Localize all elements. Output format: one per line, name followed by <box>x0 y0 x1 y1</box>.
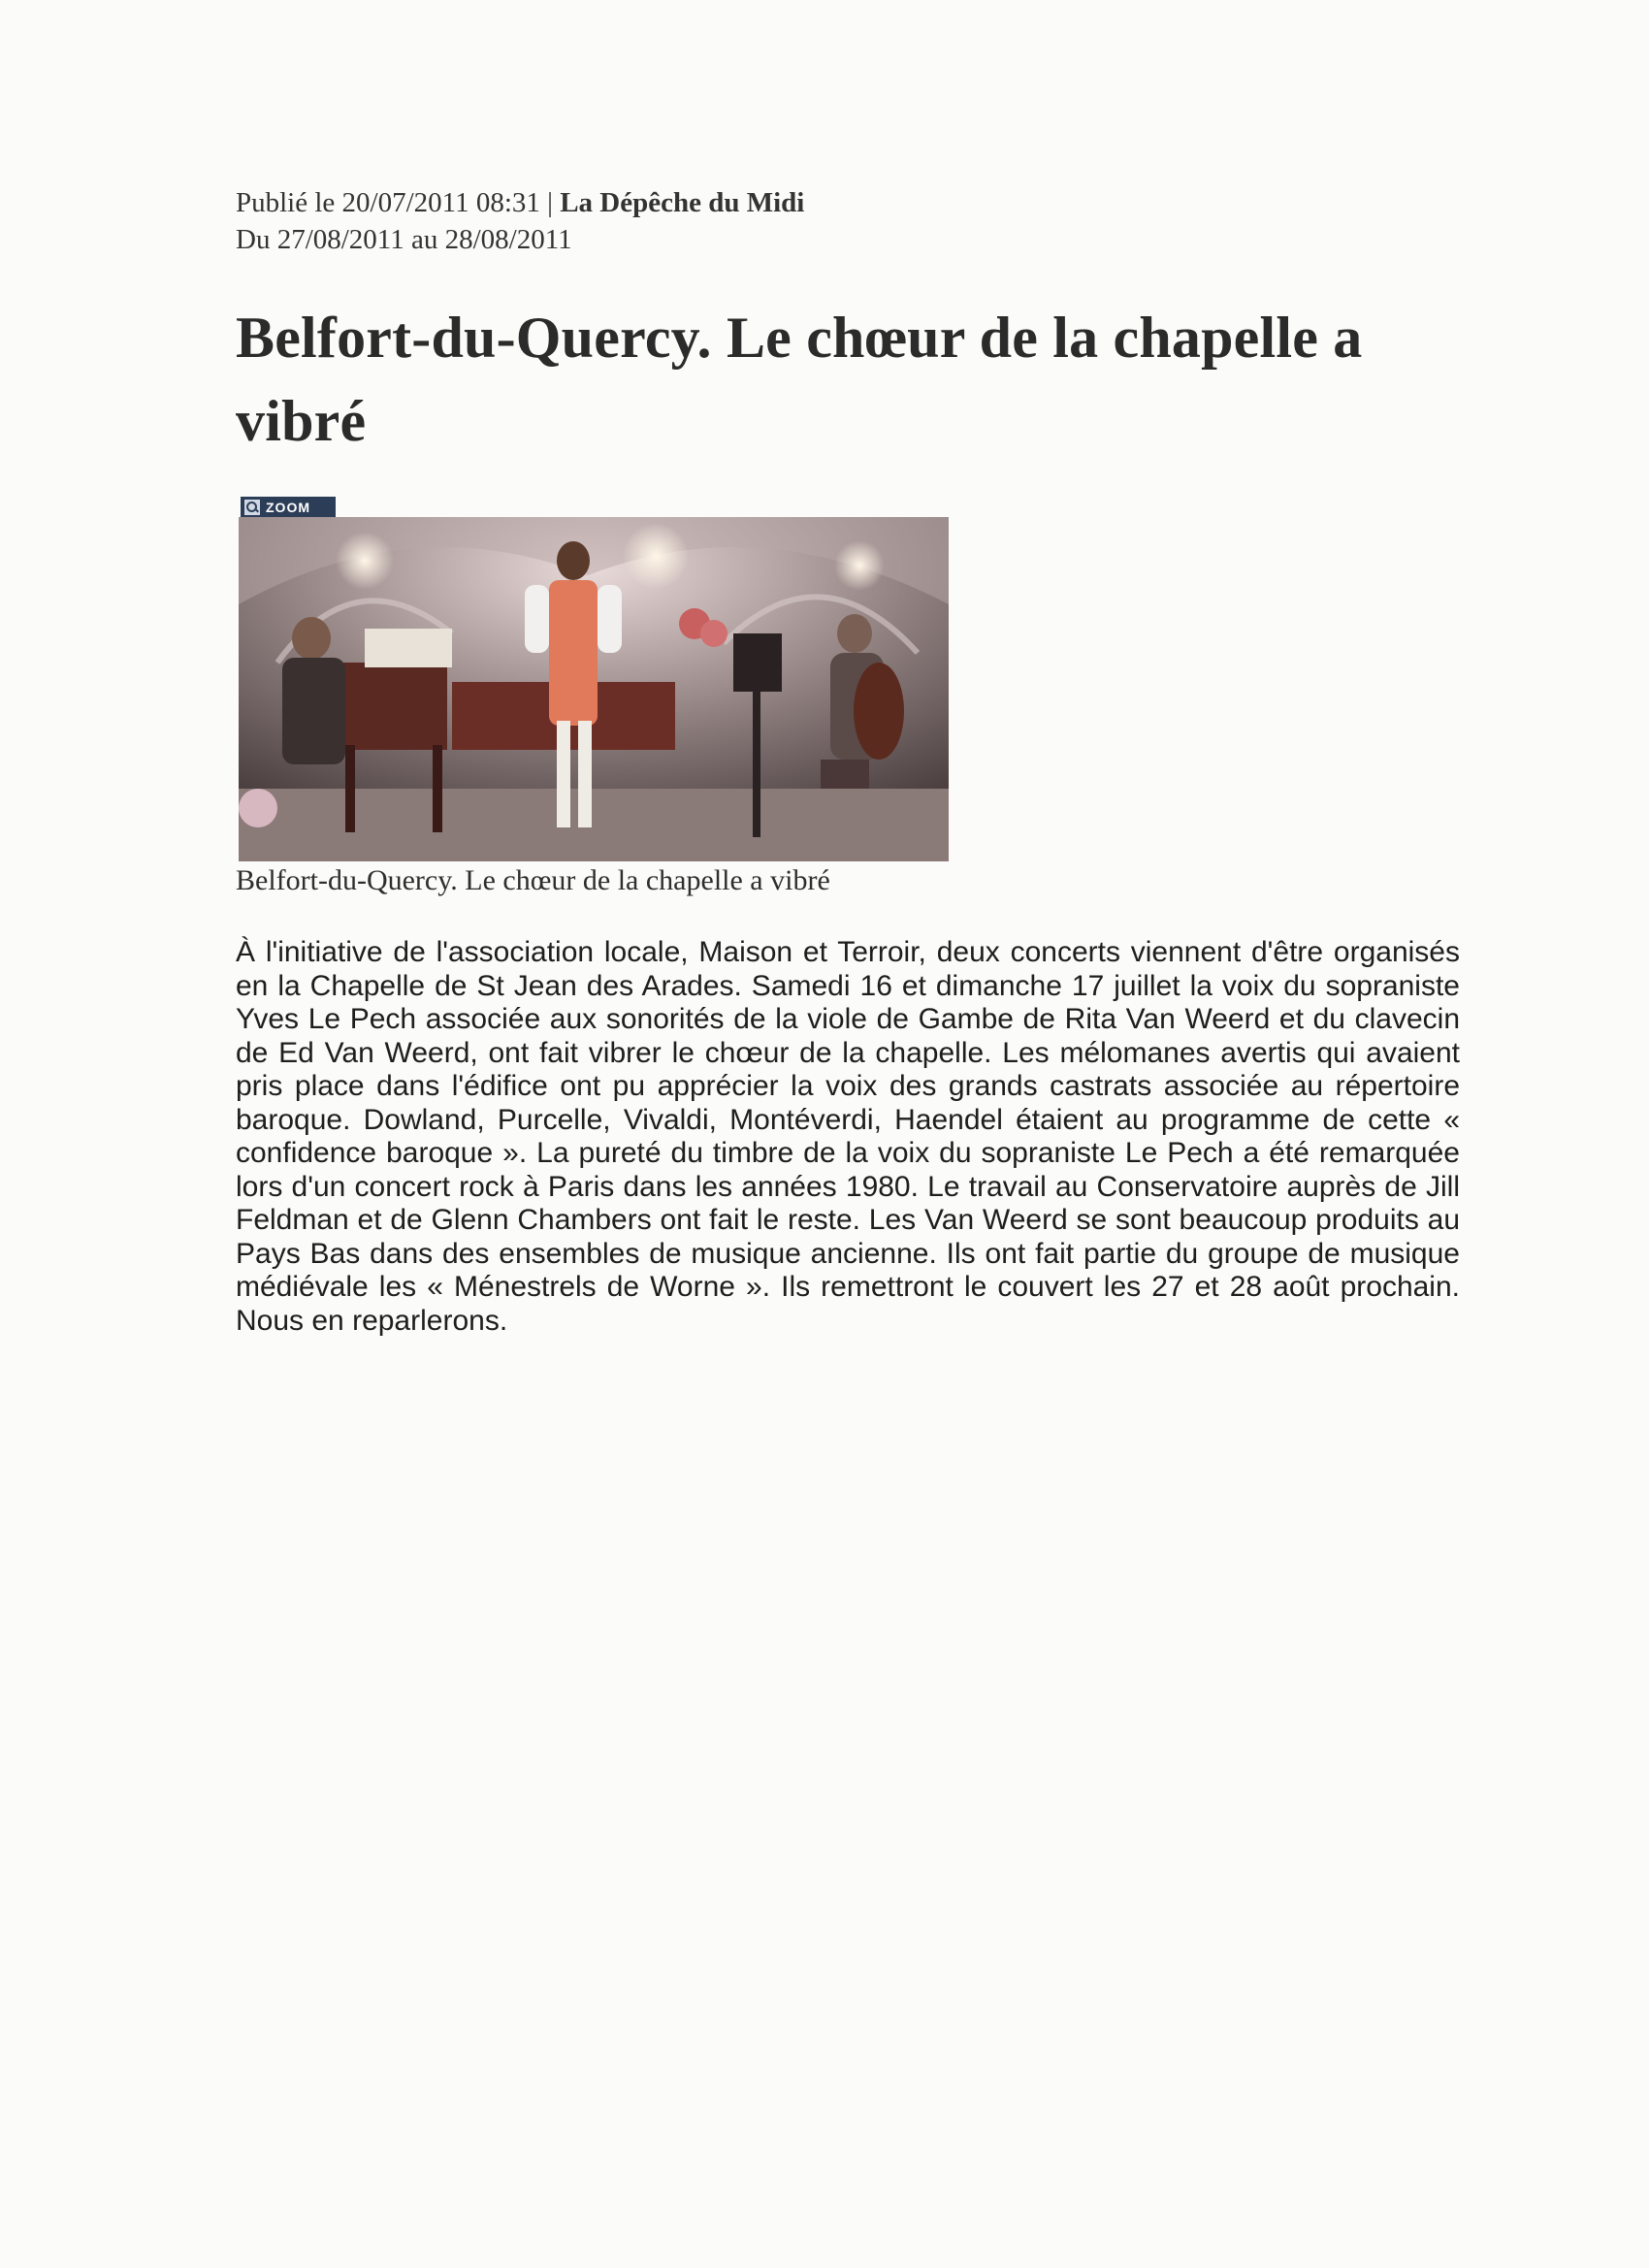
zoom-label: ZOOM <box>266 500 310 515</box>
article-photo <box>239 517 949 861</box>
magnifier-icon <box>244 500 260 515</box>
article-title: Belfort-du-Quercy. Le chœur de la chapelle a vibré <box>236 306 1363 453</box>
article-body: À l'initiative de l'association locale, Maison et Terroir, deux concerts viennent d'être organisés en la Chapelle de St Jean des Arades. Samedi 16 et dimanche 17 juillet la voix du sopraniste Yves Le Pech associée aux sonorités de la viole de Gambe de Rita Van Weerd et du clavecin de Ed Van Weerd, ont fait vibrer le chœur de la chapelle. Les mélomanes avertis qui avaient pris place dans l'édifice ont pu apprécier la voix des grands castrats associée au répertoire baroque. Dowland, Purcelle, Vivaldi, Montéverdi, Haendel étaient au programme de cette « confidence baroque ». La pureté du timbre de la voix du sopraniste Le Pech a été remarquée lors d'un concert rock à Paris dans les années 1980. Le travail au Conservatoire auprès de Jill Feldman et de Glenn Chambers ont fait le reste. Les Van Weerd se sont beaucoup produits au Pays Bas dans des ensembles de musique ancienne. Ils ont fait partie du groupe de musique médiévale les « Ménestrels de Worne ». Ils remettront le couvert les 27 et 28 août prochain. Nous en reparlerons. <box>236 936 1460 1337</box>
date-range: Du 27/08/2011 au 28/08/2011 <box>236 224 572 255</box>
published-date: Publié le 20/07/2011 08:31 | <box>236 187 561 218</box>
newspaper-name: La Dépêche du Midi <box>560 187 805 218</box>
publication-info <box>236 184 804 258</box>
photo-caption: Belfort-du-Quercy. Le chœur de la chapelle a vibré <box>236 864 830 896</box>
published-line <box>236 184 804 221</box>
zoom-button[interactable] <box>241 497 336 518</box>
concert-photo-illustration <box>239 517 949 861</box>
